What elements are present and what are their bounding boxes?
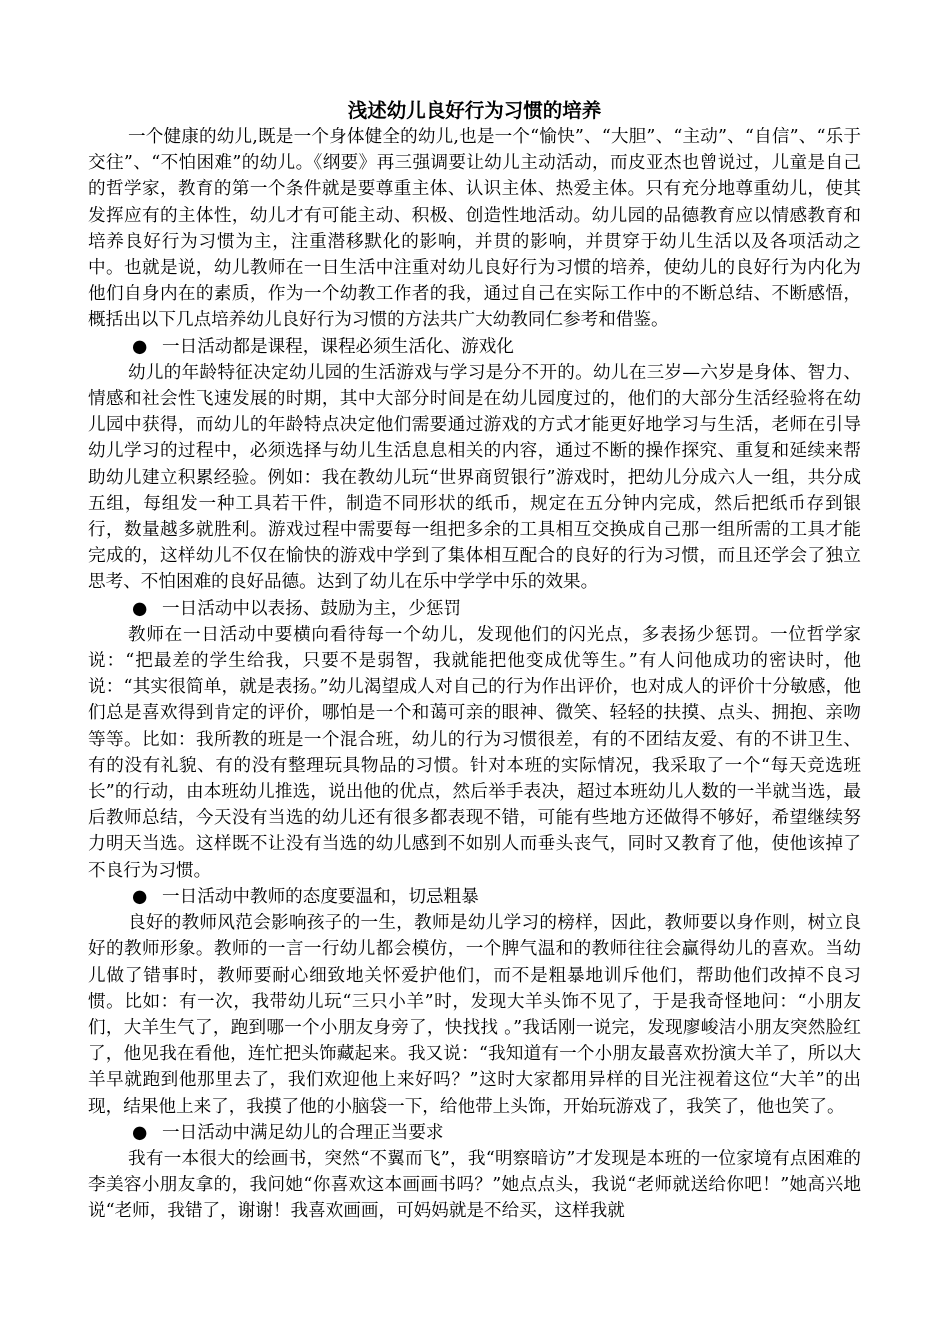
section-body-4: 我有一本很大的绘画书，突然“不翼而飞”，我“明察暗访”才发现是本班的一位家境有点困难的李美容小朋友拿的，我问她“你喜欢这本画画书吗？”她点点头，我说“老师就送给你吧！”她高兴地说“老师，我错了，谢谢！我喜欢画画，可妈妈就是不给买，这样我就 <box>88 1148 861 1222</box>
document-page <box>88 98 861 1225</box>
section-heading-text: 一日活动都是课程，课程必须生活化、游戏化 <box>162 336 514 357</box>
section-heading-text: 一日活动中以表扬、鼓励为主，少惩罚 <box>162 598 462 619</box>
section-body-2: 教师在一日活动中要横向看待每一个幼儿，发现他们的闪光点，多表扬少惩罚。一位哲学家说：“把最差的学生给我，只要不是弱智，我就能把他变成优等生。”有人问他成功的密诀时，他说：“其实很简单，就是表扬。”幼儿渴望成人对自己的行为作出评价，也对成人的评价十分敏感，他们总是喜欢得到肯定的评价，哪怕是一个和蔼可亲的眼神、微笑、轻轻的扶摸、点头、拥抱、亲吻等等。比如：我所教的班是一个混合班，幼儿的行为习惯很差，有的不团结友爱、有的不讲卫生、有的没有礼貌、有的没有整理玩具物品的习惯。针对本班的实际情况，我采取了一个“每天竞选班长”的行动，由本班幼儿推选，说出他的优点，然后举手表决，超过本班幼儿人数的一半就当选，最后教师总结，今天没有当选的幼儿还有很多都表现不错，可能有些地方还做得不够好，希望继续努力明天当选。这样既不让没有当选的幼儿感到不如别人而垂头丧气，同时又教育了他，使他该掉了不良行为习惯。 <box>88 624 861 881</box>
bullet-icon: ● <box>132 336 148 357</box>
section-body-1: 幼儿的年龄特征决定幼儿园的生活游戏与学习是分不开的。幼儿在三岁—六岁是身体、智力、情感和社会性飞速发展的时期，其中大部分时间是在幼儿园度过的，他们的大部分生活经验将在幼儿园中获得，而幼儿的年龄特点决定他们需要通过游戏的方式才能更好地学习与生活，老师在引导幼儿学习的过程中，必须选择与幼儿生活息息相关的内容，通过不断的操作探究、重复和延续来帮助幼儿建立积累经验。例如：我在教幼儿玩“世界商贸银行”游戏时，把幼儿分成六人一组，共分成五组，每组发一种工具若干件，制造不同形状的纸币，规定在五分钟内完成，然后把纸币存到银行，数量越多就胜利。游戏过程中需要每一组把多余的工具相互交换成自己那一组所需的工具才能完成的，这样幼儿不仅在愉快的游戏中学到了集体相互配合的良好的行为习惯，而且还学会了独立思考、不怕困难的良好品德。达到了幼儿在乐中学学中乐的效果。 <box>88 362 861 593</box>
document-title: 浅述幼儿良好行为习惯的培养 <box>347 99 602 122</box>
section-heading-2 <box>88 596 861 622</box>
section-heading-1 <box>88 334 861 360</box>
bullet-icon: ● <box>132 1122 148 1143</box>
intro-paragraph: 一个健康的幼儿,既是一个身体健全的幼儿,也是一个“愉快”、“大胆”、“主动”、“自信”、“乐于交往”、“不怕困难”的幼儿。《纲要》再三强调要让幼儿主动活动，而皮亚杰也曾说过，儿童是自己的哲学家，教育的第一个条件就是要尊重主体、认识主体、热爱主体。只有充分地尊重幼儿，使其发挥应有的主体性，幼儿才有可能主动、积极、创造性地活动。幼儿园的品德教育应以情感教育和培养良好行为习惯为主，注重潜移默化的影响，并贯的影响，并贯穿于幼儿生活以及各项活动之中。也就是说，幼儿教师在一日生活中注重对幼儿良好行为习惯的培养，使幼儿的良好行为内化为他们自身内在的素质，作为一个幼教工作者的我，通过自己在实际工作中的不断总结、不断感悟，概括出以下几点培养幼儿良好行为习惯的方法共广大幼教同仁参考和借鉴。 <box>88 127 861 331</box>
section-body-3: 良好的教师风范会影响孩子的一生，教师是幼儿学习的榜样，因此，教师要以身作则，树立良好的教师形象。教师的一言一行幼儿都会模仿，一个脾气温和的教师往往会赢得幼儿的喜欢。当幼儿做了错事时，教师要耐心细致地关怀爱护他们，而不是粗暴地训斥他们，帮助他们改掉不良习惯。比如：有一次，我带幼儿玩“三只小羊”时，发现大羊头饰不见了，于是我奇怪地问：“小朋友们，大羊生气了，跑到哪一个小朋友身旁了，快找找 。”我话刚一说完，发现廖峻洁小朋友突然脸红了，他见我在看他，连忙把头饰藏起来。我又说：“我知道有一个小朋友最喜欢扮演大羊了，所以大羊早就跑到他那里去了，我们欢迎他上来好吗？”这时大家都用异样的目光注视着这位“大羊”的出现，结果他上来了，我摸了他的小脑袋一下，给他带上头饰，开始玩游戏了，我笑了，他也笑了。 <box>88 913 861 1117</box>
bullet-icon: ● <box>132 886 148 907</box>
section-heading-4 <box>88 1120 861 1146</box>
bullet-icon: ● <box>132 598 148 619</box>
section-heading-text: 一日活动中满足幼儿的合理正当要求 <box>162 1122 444 1143</box>
section-heading-3 <box>88 884 861 910</box>
section-heading-text: 一日活动中教师的态度要温和，切忌粗暴 <box>162 886 479 907</box>
